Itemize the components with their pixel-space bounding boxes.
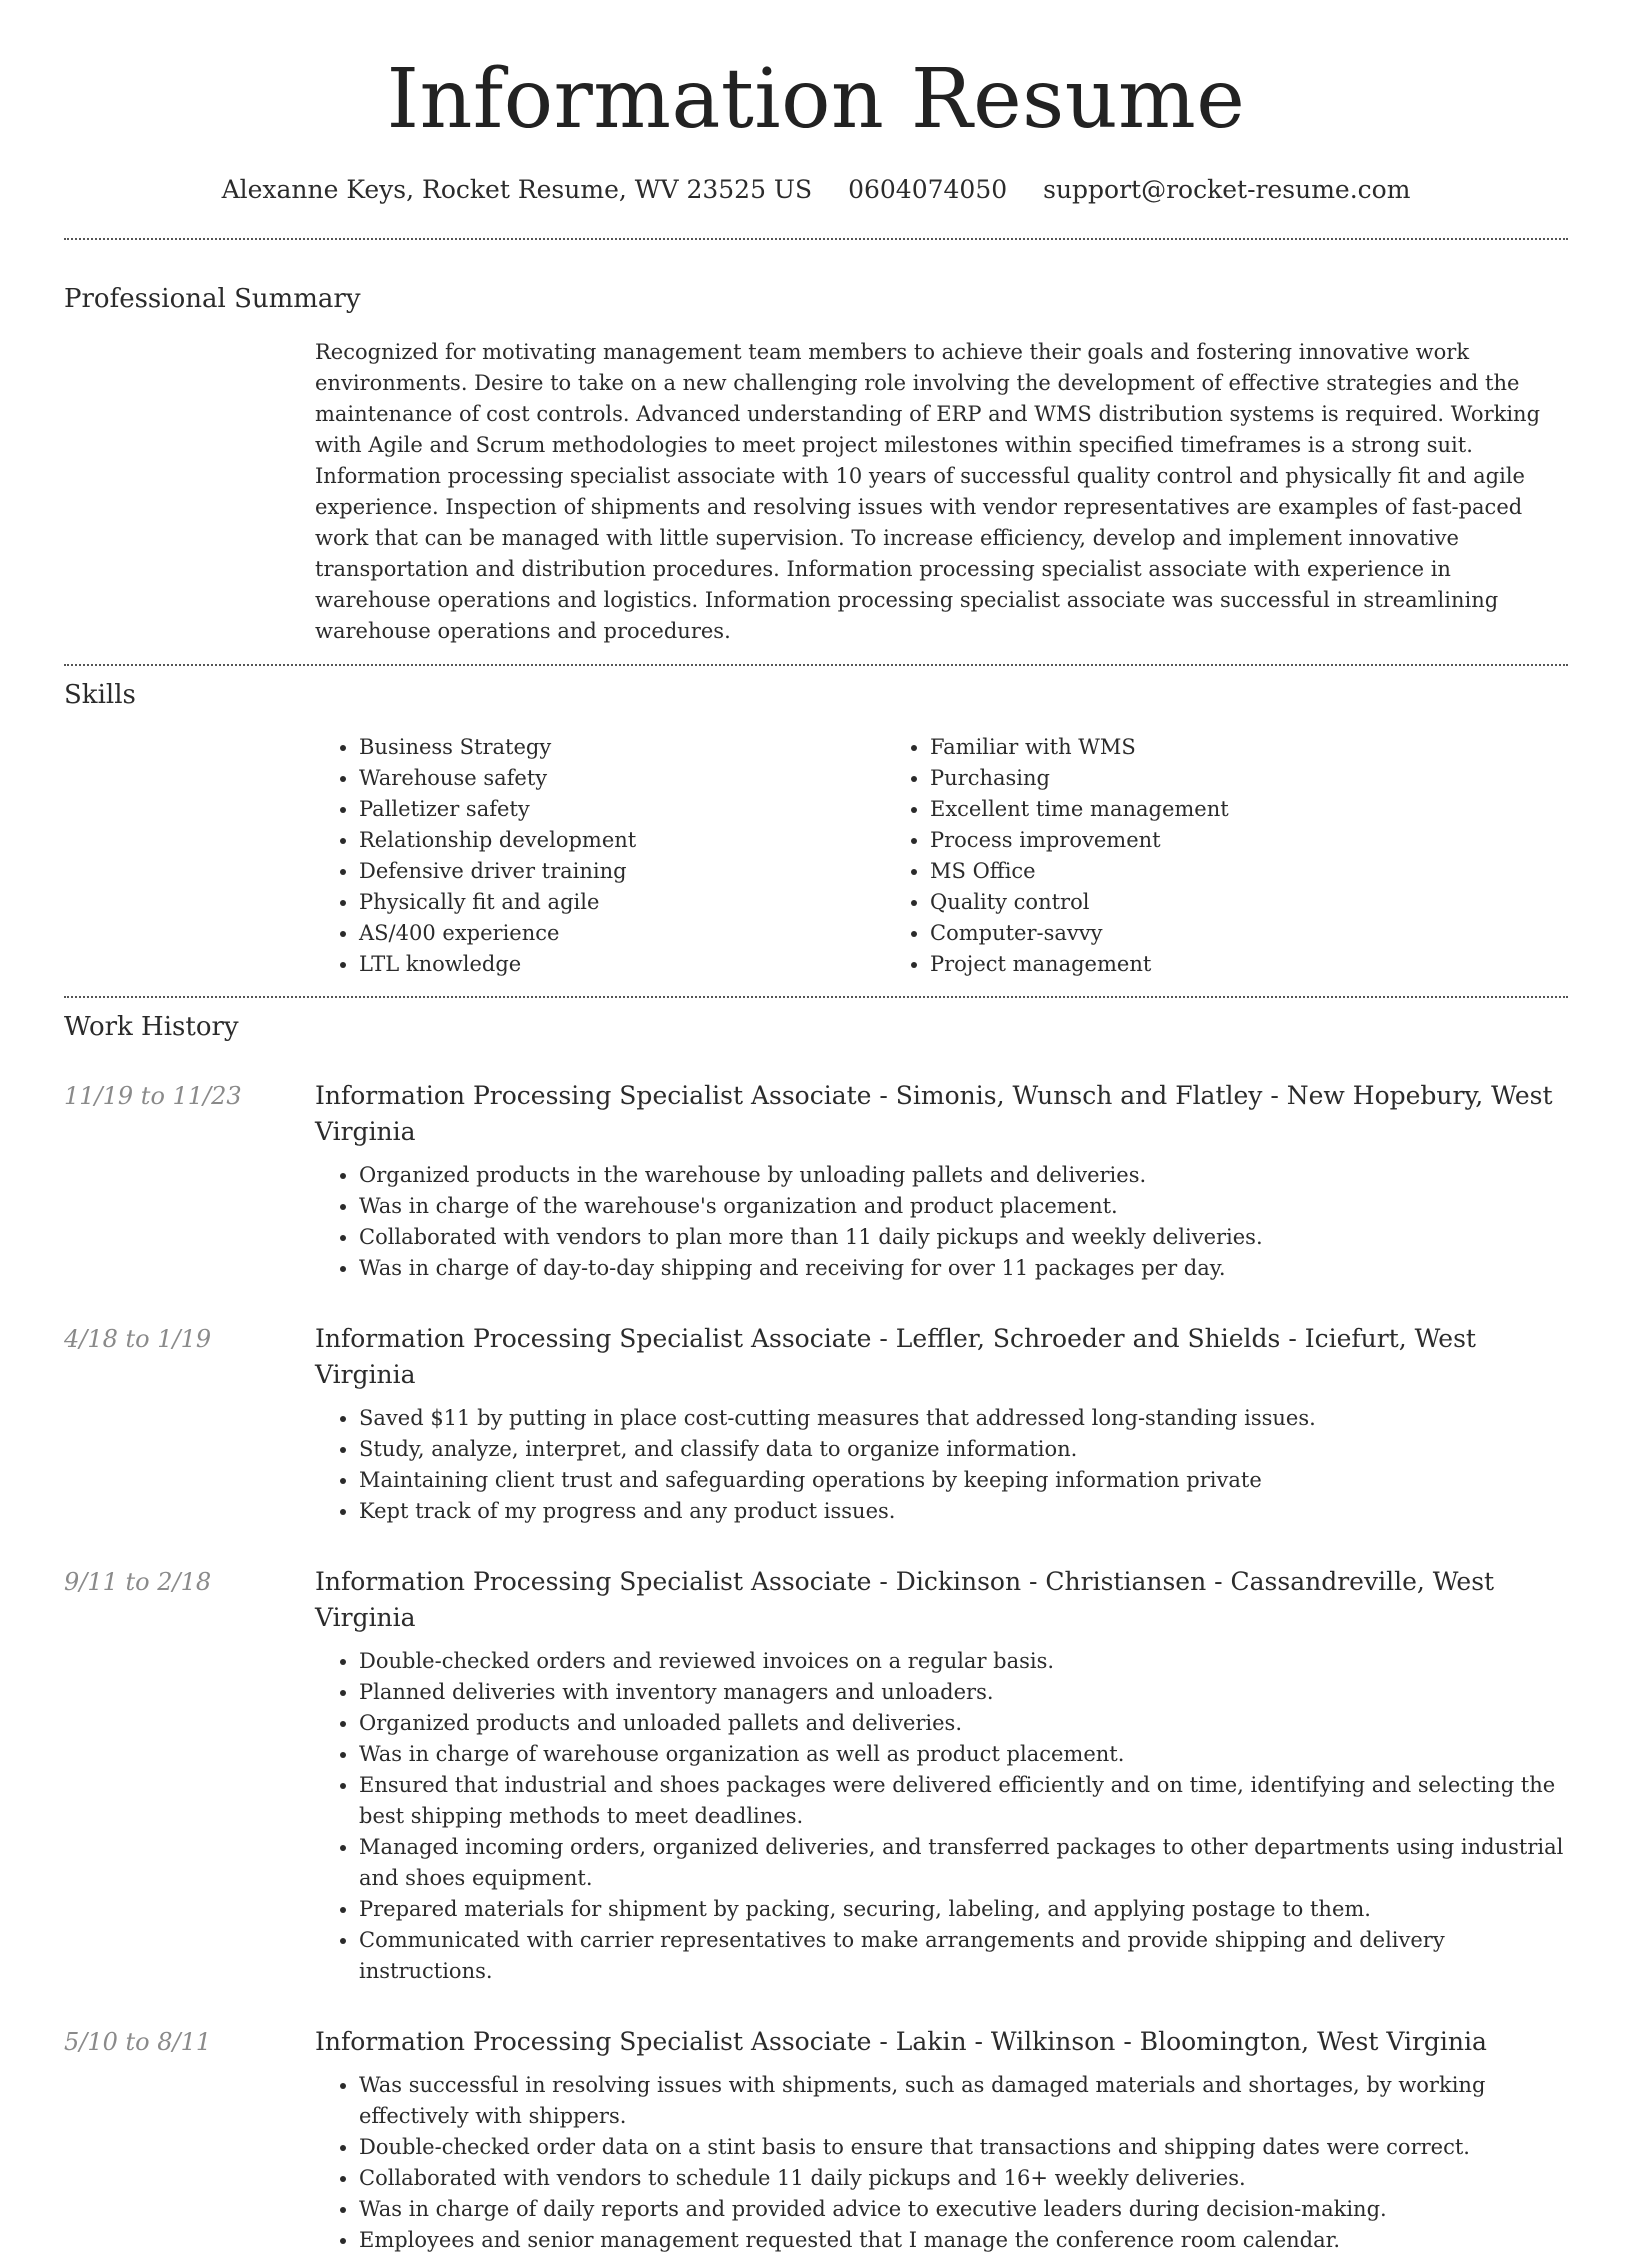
skill-item: • Process improvement [930, 825, 1229, 856]
skill-item: • LTL knowledge [359, 949, 886, 980]
skill-item: • Business Strategy [359, 732, 886, 763]
skill-item: • Palletizer safety [359, 794, 886, 825]
skill-item: • MS Office [930, 856, 1229, 887]
section-divider [64, 238, 1568, 240]
job-bullets [315, 1403, 1568, 1527]
contact-line [64, 173, 1568, 207]
job-bullet: • Ensured that industrial and shoes packages were delivered efficiently and on time, identifying and selecting the best shipping methods to meet deadlines. [359, 1770, 1568, 1832]
skill-item: • Purchasing [930, 763, 1229, 794]
skill-item: • Familiar with WMS [930, 732, 1229, 763]
job-bullet: • Study, analyze, interpret, and classify data to organize information. [359, 1434, 1568, 1465]
job-dates: 5/10 to 8/11 [64, 2028, 212, 2056]
job-details [315, 1078, 1568, 1284]
section-divider [64, 996, 1568, 998]
job-entry [64, 1321, 1568, 1527]
skill-item: • Warehouse safety [359, 763, 886, 794]
skills-column-left [315, 732, 886, 980]
job-bullet: • Prepared materials for shipment by packing, securing, labeling, and applying postage to them. [359, 1894, 1568, 1925]
contact-email: support@rocket-resume.com [1043, 175, 1411, 204]
skill-item: • Project management [930, 949, 1229, 980]
skill-item: • Computer-savvy [930, 918, 1229, 949]
job-details [315, 1564, 1568, 1987]
summary-heading: Professional Summary [64, 284, 361, 314]
skills-list [315, 732, 1568, 980]
job-heading: Information Processing Specialist Associate - Lakin - Wilkinson - Bloomington, West Virginia [315, 2027, 1487, 2056]
job-bullet: • Organized products in the warehouse by unloading pallets and deliveries. [359, 1160, 1568, 1191]
job-bullet: • Was in charge of day-to-day shipping and receiving for over 11 packages per day. [359, 1253, 1568, 1284]
job-dates: 4/18 to 1/19 [64, 1325, 212, 1353]
job-entry [64, 1564, 1568, 1987]
job-bullets [315, 1160, 1568, 1284]
skills-heading: Skills [64, 680, 136, 710]
job-bullet: • Was in charge of the warehouse's organization and product placement. [359, 1191, 1568, 1222]
job-bullet: • Saved $11 by putting in place cost-cutting measures that addressed long-standing issues. [359, 1403, 1568, 1434]
job-bullet: • Double-checked orders and reviewed invoices on a regular basis. [359, 1646, 1568, 1677]
job-dates: 11/19 to 11/23 [64, 1082, 242, 1110]
job-bullet: • Collaborated with vendors to plan more than 11 daily pickups and weekly deliveries. [359, 1222, 1568, 1253]
job-heading: Information Processing Specialist Associate - Simonis, Wunsch and Flatley - New Hopebury, West Virginia [315, 1081, 1553, 1146]
skill-item: • AS/400 experience [359, 918, 886, 949]
skills-column-right [886, 732, 1229, 980]
job-bullet: • Kept track of my progress and any product issues. [359, 1496, 1568, 1527]
job-bullet: • Organized products and unloaded pallets and deliveries. [359, 1708, 1568, 1739]
job-heading: Information Processing Specialist Associate - Leffler, Schroeder and Shields - Iciefurt, West Virginia [315, 1324, 1476, 1389]
job-entry [64, 2024, 1568, 2256]
summary-text: Recognized for motivating management team members to achieve their goals and fostering innovative work environments. Desire to take on a new challenging role involving the development of effective strategies and the maintenance of cost controls. Advanced understanding of ERP and WMS distribution systems is required. Working with Agile and Scrum methodologies to meet project milestones within specified timeframes is a strong suit. Information processing specialist associate with 10 years of successful quality control and physically fit and agile experience. Inspection of shipments and resolving issues with vendor representatives are examples of fast-paced work that can be managed with little supervision. To increase efficiency, develop and implement innovative transportation and distribution procedures. Information processing specialist associate with experience in warehouse operations and logistics. Information processing specialist associate was successful in streamlining warehouse operations and procedures. [315, 340, 1541, 643]
job-dates: 9/11 to 2/18 [64, 1568, 212, 1596]
job-bullet: • Communicated with carrier representatives to make arrangements and provide shipping and delivery instructions. [359, 1925, 1568, 1987]
job-bullet: • Maintaining client trust and safeguarding operations by keeping information private [359, 1465, 1568, 1496]
job-bullet: • Managed incoming orders, organized deliveries, and transferred packages to other departments using industrial and shoes equipment. [359, 1832, 1568, 1894]
resume-title: Information Resume [386, 52, 1246, 147]
skill-item: • Defensive driver training [359, 856, 886, 887]
job-details [315, 2024, 1568, 2256]
job-bullet: • Collaborated with vendors to schedule 11 daily pickups and 16+ weekly deliveries. [359, 2163, 1568, 2194]
contact-phone: 0604074050 [848, 175, 1008, 204]
skill-item: • Excellent time management [930, 794, 1229, 825]
job-details [315, 1321, 1568, 1527]
job-bullet: • Double-checked order data on a stint basis to ensure that transactions and shipping dates were correct. [359, 2132, 1568, 2163]
job-bullet: • Was in charge of warehouse organization as well as product placement. [359, 1739, 1568, 1770]
job-bullet: • Employees and senior management requested that I manage the conference room calendar. [359, 2225, 1568, 2256]
skill-item: • Relationship development [359, 825, 886, 856]
job-bullet: • Planned deliveries with inventory managers and unloaders. [359, 1677, 1568, 1708]
job-bullet: • Was in charge of daily reports and provided advice to executive leaders during decision-making. [359, 2194, 1568, 2225]
work-history-heading: Work History [64, 1012, 239, 1042]
job-bullets [315, 2070, 1568, 2256]
job-heading: Information Processing Specialist Associate - Dickinson - Christiansen - Cassandreville, West Virginia [315, 1567, 1495, 1632]
job-bullets [315, 1646, 1568, 1987]
skill-item: • Physically fit and agile [359, 887, 886, 918]
skill-item: • Quality control [930, 887, 1229, 918]
contact-address: Alexanne Keys, Rocket Resume, WV 23525 US [221, 175, 813, 204]
job-entry [64, 1078, 1568, 1284]
section-divider [64, 664, 1568, 666]
job-bullet: • Was successful in resolving issues with shipments, such as damaged materials and shortages, by working effectively with shippers. [359, 2070, 1568, 2132]
